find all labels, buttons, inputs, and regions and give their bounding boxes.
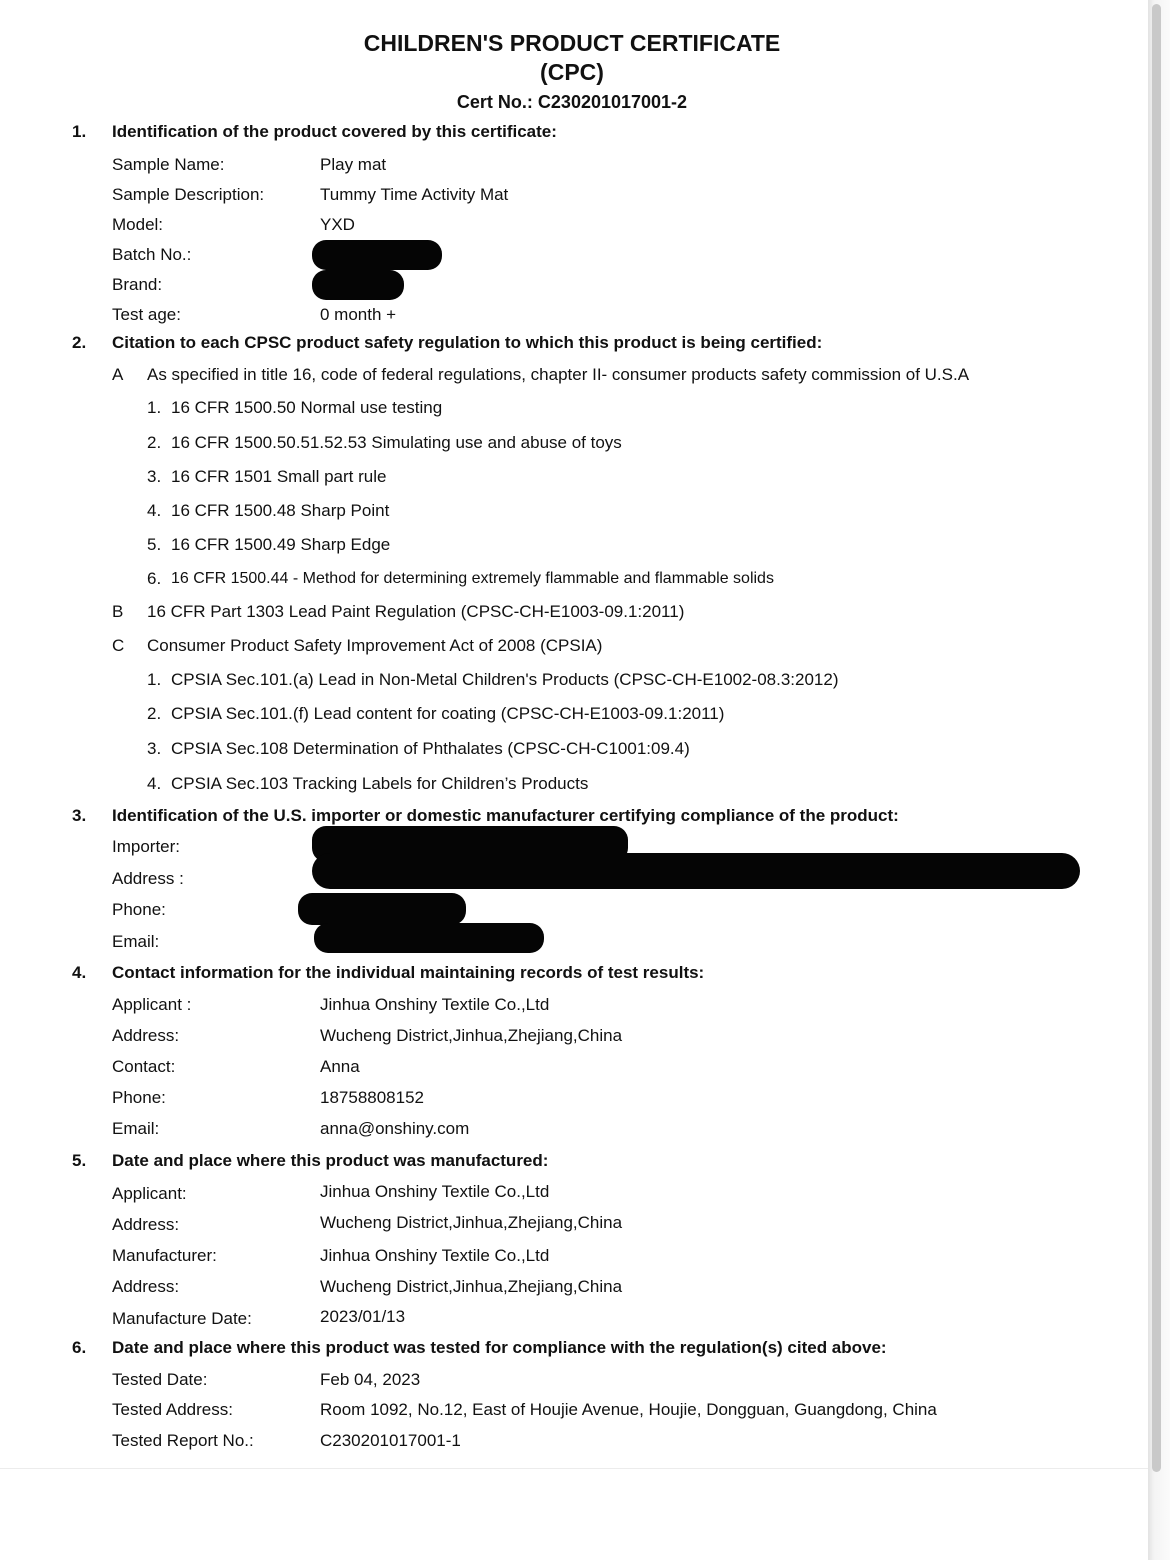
tested-address-value: Room 1092, No.12, East of Houjie Avenue, Houjie, Dongguan, Guangdong, China	[320, 1400, 937, 1419]
model-value: YXD	[320, 215, 355, 234]
tested-report-label: Tested Report No.:	[112, 1431, 254, 1450]
sample-description-label: Sample Description:	[112, 185, 265, 204]
importer-address-redaction	[312, 853, 1080, 889]
manufacturer-value: Jinhua Onshiny Textile Co.,Ltd	[320, 1246, 550, 1265]
section-4-heading: Contact information for the individual maintaining records of test results:	[112, 963, 705, 982]
citation-c-item: CPSIA Sec.101.(a) Lead in Non-Metal Children's Products (CPSC-CH-E1002-08.3:2012)	[171, 670, 839, 689]
test-age-label: Test age:	[112, 305, 181, 324]
record-applicant-label: Applicant :	[112, 995, 192, 1014]
citation-a-item: 16 CFR 1500.50.51.52.53 Simulating use and abuse of toys	[171, 433, 622, 452]
citation-a-text: As specified in title 16, code of federal regulations, chapter II- consumer products safety commission of U.S.A	[147, 365, 970, 384]
mfg-applicant-label: Applicant:	[112, 1184, 187, 1203]
section-2-number: 2.	[72, 333, 87, 352]
record-contact-value: Anna	[320, 1057, 360, 1076]
citation-c-letter: C	[112, 636, 125, 655]
manufacture-date-value: 2023/01/13	[320, 1307, 406, 1326]
record-phone-label: Phone:	[112, 1088, 166, 1107]
brand-redaction	[312, 270, 404, 300]
section-2-heading: Citation to each CPSC product safety regulation to which this product is being certified:	[112, 333, 823, 352]
citation-a-item: 16 CFR 1500.50 Normal use testing	[171, 398, 443, 417]
section-6-heading: Date and place where this product was tested for compliance with the regulation(s) cited above:	[112, 1338, 887, 1357]
section-5-heading: Date and place where this product was manufactured:	[112, 1151, 549, 1170]
mfg-address-label: Address:	[112, 1215, 180, 1234]
brand-label: Brand:	[112, 275, 163, 294]
page-bottom-edge	[0, 1468, 1148, 1469]
citation-c-item-number: 2.	[147, 704, 162, 723]
citation-c-text: Consumer Product Safety Improvement Act of 2008 (CPSIA)	[147, 636, 603, 655]
tested-date-value: Feb 04, 2023	[320, 1370, 421, 1389]
citation-a-letter: A	[112, 365, 124, 384]
citation-c-item: CPSIA Sec.101.(f) Lead content for coating (CPSC-CH-E1003-09.1:2011)	[171, 704, 725, 723]
page-subtitle: (CPC)	[540, 59, 604, 85]
tested-report-value: C230201017001-1	[320, 1431, 461, 1450]
batch-label: Batch No.:	[112, 245, 192, 264]
citation-b-text: 16 CFR Part 1303 Lead Paint Regulation (CPSC-CH-E1003-09.1:2011)	[147, 602, 685, 621]
citation-c-item-number: 4.	[147, 774, 162, 793]
section-5-number: 5.	[72, 1151, 87, 1170]
citation-a-item-number: 4.	[147, 501, 162, 520]
citation-c-item: CPSIA Sec.103 Tracking Labels for Children’s Products	[171, 774, 589, 793]
citation-a-item-number: 2.	[147, 433, 162, 452]
section-3-number: 3.	[72, 806, 87, 825]
citation-a-item-number: 1.	[147, 398, 162, 417]
citation-c-item: CPSIA Sec.108 Determination of Phthalates (CPSC-CH-C1001:09.4)	[171, 739, 690, 758]
importer-phone-label: Phone:	[112, 900, 166, 919]
record-address-label: Address:	[112, 1026, 180, 1045]
manufacturer-label: Manufacturer:	[112, 1246, 217, 1265]
citation-a-item: 16 CFR 1500.48 Sharp Point	[171, 501, 390, 520]
tested-date-label: Tested Date:	[112, 1370, 208, 1389]
record-email-value: anna@onshiny.com	[320, 1119, 470, 1138]
sample-description-value: Tummy Time Activity Mat	[320, 185, 509, 204]
record-phone-value: 18758808152	[320, 1088, 425, 1107]
record-applicant-value: Jinhua Onshiny Textile Co.,Ltd	[320, 995, 550, 1014]
section-1-heading: Identification of the product covered by this certificate:	[112, 122, 557, 141]
record-address-value: Wucheng District,Jinhua,Zhejiang,China	[320, 1026, 623, 1045]
mfg-applicant-value: Jinhua Onshiny Textile Co.,Ltd	[320, 1182, 550, 1201]
tested-address-label: Tested Address:	[112, 1400, 233, 1419]
batch-redaction	[312, 240, 442, 270]
section-3-heading: Identification of the U.S. importer or domestic manufacturer certifying compliance of the product:	[112, 806, 899, 825]
citation-a-item-number: 5.	[147, 535, 162, 554]
importer-label: Importer:	[112, 837, 181, 856]
manufacturer-address-label: Address:	[112, 1277, 180, 1296]
citation-b-letter: B	[112, 602, 124, 621]
section-6-number: 6.	[72, 1338, 87, 1357]
importer-address-label: Address :	[112, 869, 184, 888]
citation-c-item-number: 3.	[147, 739, 162, 758]
citation-a-item: 16 CFR 1500.44 - Method for determining extremely flammable and flammable solids	[171, 570, 774, 587]
citation-a-item: 16 CFR 1500.49 Sharp Edge	[171, 535, 391, 554]
citation-a-item: 16 CFR 1501 Small part rule	[171, 467, 387, 486]
citation-a-item-number: 3.	[147, 467, 162, 486]
mfg-address-value: Wucheng District,Jinhua,Zhejiang,China	[320, 1213, 623, 1232]
manufacture-date-label: Manufacture Date:	[112, 1309, 252, 1328]
importer-email-label: Email:	[112, 932, 160, 951]
importer-email-redaction	[314, 923, 544, 953]
test-age-value: 0 month +	[320, 305, 397, 324]
record-email-label: Email:	[112, 1119, 160, 1138]
record-contact-label: Contact:	[112, 1057, 176, 1076]
section-1-number: 1.	[72, 122, 87, 141]
sample-name-value: Play mat	[320, 155, 387, 174]
manufacturer-address-value: Wucheng District,Jinhua,Zhejiang,China	[320, 1277, 623, 1296]
citation-a-item-number: 6.	[147, 569, 162, 588]
importer-phone-redaction	[298, 893, 466, 925]
model-label: Model:	[112, 215, 164, 234]
page-title: CHILDREN'S PRODUCT CERTIFICATE	[363, 30, 781, 56]
cert-number: Cert No.: C230201017001-2	[456, 92, 688, 112]
scrollbar-thumb[interactable]	[1152, 4, 1161, 1472]
sample-name-label: Sample Name:	[112, 155, 225, 174]
citation-c-item-number: 1.	[147, 670, 162, 689]
section-4-number: 4.	[72, 963, 87, 982]
